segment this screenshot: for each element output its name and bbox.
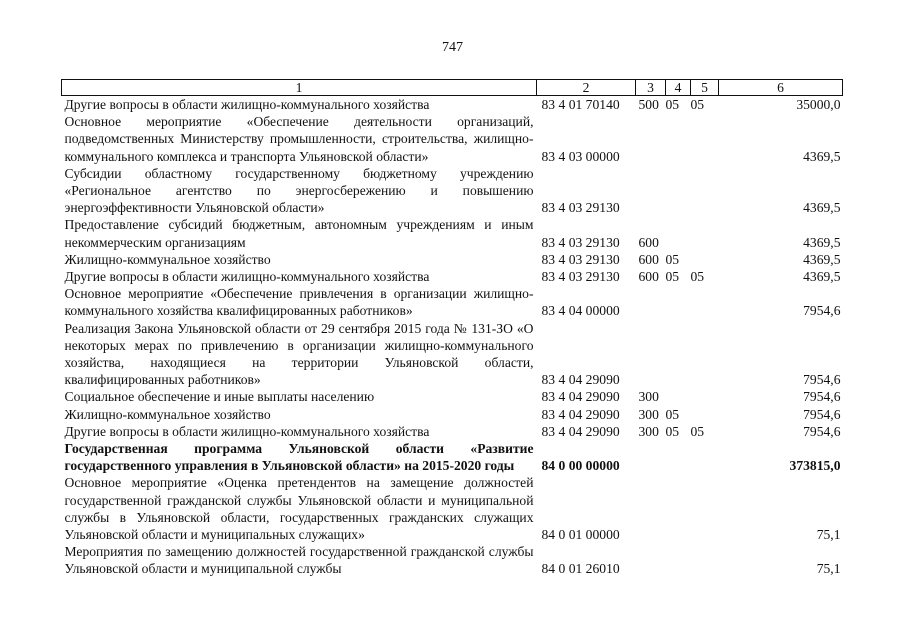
row-name-cell: Основное мероприятие «Обеспечение привлечения в организации жилищно-коммунального хозяйства квалифицированных работников»: [64, 286, 534, 319]
row-target-article-cell: 83 4 04 29090: [541, 406, 620, 422]
row-section-cell: [666, 388, 691, 405]
row-name-cell: Социальное обеспечение и иные выплаты населению: [64, 389, 375, 405]
row-amount-cell: 373815,0: [789, 458, 841, 474]
row-target-article-cell: 83 4 04 29090: [541, 372, 620, 388]
row-subsection-cell: [691, 440, 719, 474]
table-row: [62, 113, 843, 165]
row-target-article-cell: 83 4 03 29130: [541, 200, 620, 216]
table-row: [62, 320, 843, 389]
row-amount-cell: 35000,0: [796, 97, 841, 112]
row-amount-cell: 7954,6: [803, 406, 841, 422]
row-target-article-cell: 83 4 03 29130: [541, 251, 620, 267]
budget-table: [61, 79, 843, 578]
row-expense-type-cell: 300: [638, 406, 659, 422]
row-subsection-cell: [691, 285, 719, 319]
row-name-cell: Жилищно-коммунальное хозяйство: [64, 406, 271, 422]
header-row: [62, 80, 843, 96]
row-name-cell: Основное мероприятие «Оценка претендентов на замещение должностей государственной гражданской службы Ульяновской области и муниципальной службы в Ульяновской области, государственных гражданских служащих Ульяновской области и муниципальных служащих»: [64, 475, 534, 543]
table-row: [62, 440, 843, 474]
table-row: [62, 96, 843, 114]
row-expense-type-cell: [636, 474, 666, 543]
table-row: [62, 474, 843, 543]
row-section-cell: [666, 320, 691, 389]
row-name-cell: Реализация Закона Ульяновской области от 29 сентября 2015 года № 131-ЗО «О некоторых мерах по привлечению в организации жилищно-коммунального хозяйства, находящиеся на территории Ульяновской области, квалифицированных работников»: [64, 320, 534, 388]
row-target-article-cell: 84 0 01 26010: [541, 561, 620, 577]
row-subsection-cell: [691, 165, 719, 217]
row-target-article-cell: 83 4 03 00000: [541, 148, 620, 164]
row-subsection-cell: 05: [690, 423, 705, 439]
row-amount-cell: 4369,5: [803, 251, 841, 267]
table-row: [62, 285, 843, 319]
row-name-cell: Другие вопросы в области жилищно-коммунального хозяйства: [64, 423, 430, 439]
row-section-cell: 05: [665, 269, 680, 285]
column-header-name: 1: [62, 80, 537, 96]
table-row: [62, 268, 843, 285]
row-amount-cell: 75,1: [816, 527, 841, 543]
row-section-cell: [666, 216, 691, 250]
row-name-cell: Основное мероприятие «Обеспечение деятельности организаций, подведомственных Министерству промышленности, строительства, жилищно-коммунального комплекса и транспорта Ульяновской области»: [64, 114, 534, 164]
row-subsection-cell: [691, 388, 719, 405]
row-amount-cell: 75,1: [816, 561, 841, 577]
table-body: [62, 96, 843, 578]
row-target-article-cell: 84 0 00 00000: [541, 458, 620, 474]
row-expense-type-cell: 300: [638, 423, 659, 439]
row-target-article-cell: 83 4 03 29130: [541, 234, 620, 250]
row-section-cell: 05: [665, 97, 680, 112]
row-name-cell: Мероприятия по замещению должностей государственной гражданской службы Ульяновской области и муниципальной службы: [64, 544, 534, 577]
row-subsection-cell: [691, 113, 719, 165]
row-subsection-cell: [691, 474, 719, 543]
row-name-cell: Другие вопросы в области жилищно-коммунального хозяйства: [64, 97, 430, 112]
row-subsection-cell: [691, 320, 719, 389]
column-header-expense-type: 3: [636, 80, 666, 96]
column-header-target-article: 2: [537, 80, 636, 96]
row-subsection-cell: [691, 543, 719, 577]
table-row: [62, 216, 843, 250]
row-target-article-cell: 83 4 04 00000: [541, 303, 620, 319]
row-expense-type-cell: 300: [638, 389, 659, 405]
row-expense-type-cell: [636, 113, 666, 165]
row-amount-cell: 4369,5: [803, 200, 841, 216]
table-row: [62, 406, 843, 423]
row-target-article-cell: 83 4 03 29130: [541, 269, 620, 285]
row-name-cell: Государственная программа Ульяновской области «Развитие государственного управления в Ульяновской области» на 2015-2020 годы: [64, 441, 534, 474]
row-subsection-cell: 05: [690, 97, 705, 112]
row-expense-type-cell: [636, 285, 666, 319]
table-row: [62, 165, 843, 217]
row-expense-type-cell: [636, 320, 666, 389]
row-amount-cell: 7954,6: [803, 389, 841, 405]
table-row: [62, 388, 843, 405]
row-target-article-cell: 83 4 04 29090: [541, 389, 620, 405]
row-amount-cell: 4369,5: [803, 148, 841, 164]
row-expense-type-cell: [636, 543, 666, 577]
row-amount-cell: 7954,6: [803, 423, 841, 439]
column-header-subsection: 5: [691, 80, 719, 96]
row-expense-type-cell: 600: [638, 251, 659, 267]
row-expense-type-cell: [636, 440, 666, 474]
row-subsection-cell: [691, 216, 719, 250]
row-subsection-cell: [691, 406, 719, 423]
row-subsection-cell: 05: [690, 269, 705, 285]
column-header-section: 4: [666, 80, 691, 96]
row-expense-type-cell: [636, 165, 666, 217]
row-expense-type-cell: 600: [638, 269, 659, 285]
table-row: [62, 251, 843, 268]
row-amount-cell: 4369,5: [803, 234, 841, 250]
row-target-article-cell: 83 4 04 29090: [541, 423, 620, 439]
row-expense-type-cell: 600: [638, 234, 659, 250]
row-section-cell: [666, 440, 691, 474]
row-target-article-cell: 84 0 01 00000: [541, 527, 620, 543]
row-name-cell: Другие вопросы в области жилищно-коммунального хозяйства: [64, 269, 430, 285]
row-section-cell: [666, 285, 691, 319]
row-section-cell: [666, 165, 691, 217]
row-name-cell: Жилищно-коммунальное хозяйство: [64, 251, 271, 267]
row-section-cell: [666, 543, 691, 577]
row-section-cell: 05: [665, 423, 680, 439]
row-amount-cell: 4369,5: [803, 269, 841, 285]
row-subsection-cell: [691, 251, 719, 268]
row-amount-cell: 7954,6: [803, 303, 841, 319]
table-row: [62, 423, 843, 440]
row-section-cell: [666, 113, 691, 165]
row-name-cell: Субсидии областному государственному бюджетному учреждению «Региональное агентство по энергосбережению и повышению энергоэффективности Ульяновской области»: [64, 165, 534, 216]
row-expense-type-cell: 500: [638, 97, 659, 112]
table-row: [62, 543, 843, 577]
row-section-cell: 05: [665, 251, 680, 267]
column-header-amount: 6: [719, 80, 843, 96]
page-number: 747: [442, 40, 463, 55]
row-section-cell: 05: [665, 406, 680, 422]
table-header: [62, 80, 843, 96]
row-section-cell: [666, 474, 691, 543]
row-target-article-cell: 83 4 01 70140: [541, 97, 620, 112]
row-amount-cell: 7954,6: [803, 372, 841, 388]
row-name-cell: Предоставление субсидий бюджетным, автономным учреждениям и иным некоммерческим организациям: [64, 217, 534, 250]
